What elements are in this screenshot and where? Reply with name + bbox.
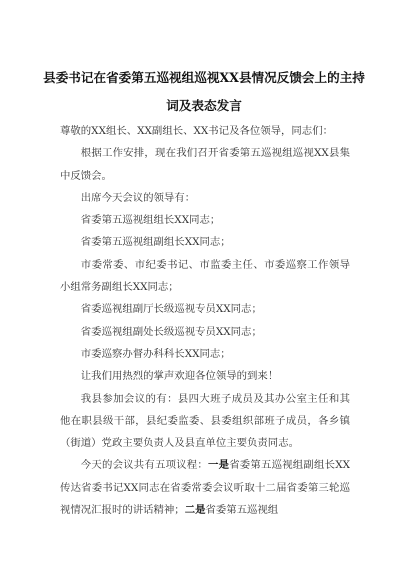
- paragraph-participants: 我县参加会议的有：县四大班子成员及其办公室主任和其他在职县级干部，县纪委监委、县委组织部班子成员，各乡镇（街道）党政主要负责人及县直单位主要负责同志。: [60, 392, 350, 450]
- attendee-item: 省委巡视组副处长级巡视专员XX同志；: [80, 325, 262, 338]
- agenda-lead: 今天的会议共有五项议程：: [80, 459, 208, 472]
- document-body: [60, 120, 350, 521]
- salutation: 尊敬的XX组长、XX副组长、XX书记及各位领导，同志们：: [60, 125, 333, 137]
- attendee-item: 市委常委、市纪委书记、市监委主任、市委巡察工作领导小组常务副组长XX同志；: [60, 258, 350, 294]
- agenda-first-label: 一是: [208, 459, 230, 472]
- paragraph-intro: 根据工作安排，现在我们召开省委第五巡视组巡视XX县集中反馈会。: [60, 147, 350, 182]
- attendee-item: 省委第五巡视组组长XX同志；: [80, 214, 221, 227]
- agenda-first-text: 省委第五巡视组副组长XX传达省委书记XX同志在省委常委会议听取十二届省委第三轮巡视情况汇报时的讲话精神；: [60, 459, 350, 517]
- attendee-item: 省委巡视组副厅长级巡视专员XX同志；: [80, 303, 262, 316]
- title-line-1: 县委书记在省委第五巡视组巡视XX县情况反馈会上的主持: [43, 70, 365, 85]
- attendee-item: 市委巡察办督办科科长XX同志；: [80, 347, 231, 360]
- attendee-item: 省委第五巡视组副组长XX同志；: [80, 236, 231, 249]
- paragraph-attendees-intro: 出席今天会议的领导有：: [80, 191, 196, 204]
- agenda-second-text: 省委第五巡视组: [205, 504, 279, 517]
- agenda-second-label: 二是: [184, 504, 206, 517]
- paragraph-agenda: [60, 454, 350, 521]
- paragraph-welcome: 让我们用热烈的掌声欢迎各位领导的到来！: [80, 370, 279, 383]
- document-title: [40, 64, 368, 120]
- title-line-2: 词及表态发言: [166, 98, 242, 113]
